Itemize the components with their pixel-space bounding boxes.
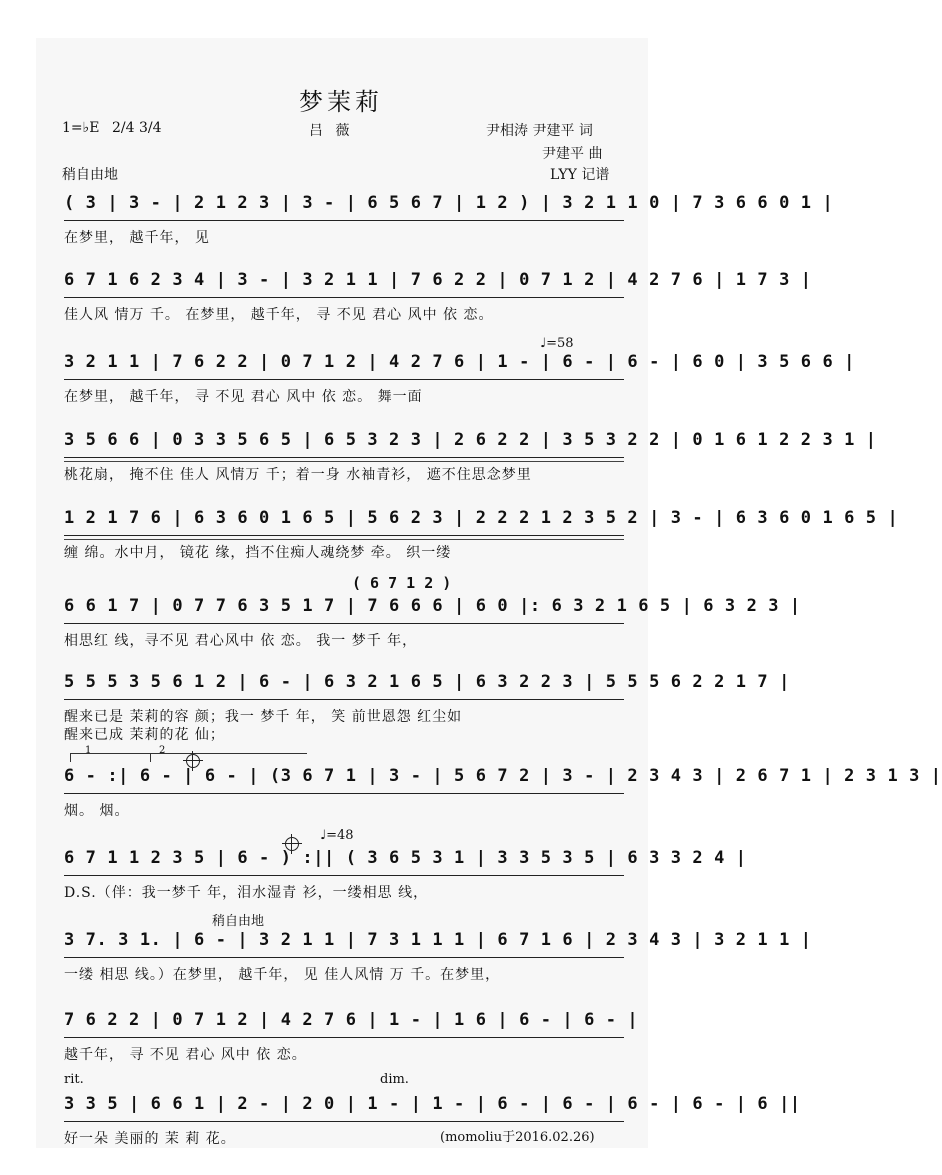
underline [64, 957, 624, 958]
underline [64, 457, 624, 458]
underline [64, 623, 624, 624]
lyrics: 烟。 烟。 [64, 803, 130, 819]
tempo-mark-48: ♩=48 [320, 828, 354, 843]
lyrics: D.S.（伴：我一梦千 年，泪水湿青 衫，一缕相思 线， [64, 885, 429, 901]
underline-double [64, 539, 624, 540]
lyrics-alt: 醒来已成 茉莉的花 仙； [64, 727, 225, 743]
notes: 3 2 1 1 | 7 6 2 2 | 0 7 1 2 | 4 2 7 6 | 1 - | 6 - | 6 - | 6 0 | 3 5 6 6 | [64, 352, 855, 372]
time-signature: 2/4 3/4 [112, 120, 162, 136]
notes: 3 3 5 | 6 6 1 | 2 - | 2 0 | 1 - | 1 - | 6 - | 6 - | 6 - | 6 - | 6 || [64, 1094, 801, 1114]
notes: 5 5 5 3 5 6 1 2 | 6 - | 6 3 2 1 6 5 | 6 3 2 2 3 | 5 5 5 6 2 2 1 7 | [64, 672, 790, 692]
volta-1: 1 [70, 753, 151, 762]
singer: 吕 薇 [309, 123, 354, 139]
lyrics: 在梦里， 越千年， 见 [64, 230, 210, 246]
lyricist: 尹相涛 尹建平 词 [486, 123, 593, 139]
notes: 3 7. 3 1. | 6 - | 3 2 1 1 | 7 3 1 1 1 | 6 7 1 6 | 2 3 4 3 | 3 2 1 1 | [64, 930, 812, 950]
underline [64, 699, 624, 700]
signature: (momoliu于2016.02.26) [440, 1130, 595, 1145]
tempo-mark-58: ♩=58 [540, 336, 574, 351]
rit-mark: rit. [64, 1072, 84, 1087]
lyrics: 好一朵 美丽的 茉 莉 花。 [64, 1131, 236, 1147]
notes: 6 7 1 6 2 3 4 | 3 - | 3 2 1 1 | 7 6 2 2 | 0 7 1 2 | 4 2 7 6 | 1 7 3 | [64, 270, 812, 290]
notes: 1 2 1 7 6 | 6 3 6 0 1 6 5 | 5 6 2 3 | 2 2 2 1 2 3 5 2 | 3 - | 6 3 6 0 1 6 5 | [64, 508, 899, 528]
lyrics: 缠 绵。水中月， 镜花 缘，挡不住痴人魂绕梦 牵。 织一缕 [64, 545, 452, 561]
underline [64, 535, 624, 536]
lyrics: 相思红 线，寻不见 君心风中 依 恋。 我一 梦千 年， [64, 633, 418, 649]
alternate-notes: ( 6 7 1 2 ) [352, 574, 452, 592]
song-title: 梦茉莉 [299, 88, 383, 116]
notes: 6 6 1 7 | 0 7 7 6 3 5 1 7 | 7 6 6 6 | 6 0 |: 6 3 2 1 6 5 | 6 3 2 3 | [64, 596, 801, 616]
tempo-note-2: 稍自由地 [212, 914, 265, 929]
tempo-note: 稍自由地 [62, 167, 118, 183]
lyrics: 在梦里， 越千年， 寻 不见 君心 风中 依 恋。 舞一面 [64, 389, 423, 405]
notes: 3 5 6 6 | 0 3 3 5 6 5 | 6 5 3 2 3 | 2 6 2 2 | 3 5 3 2 2 | 0 1 6 1 2 2 3 1 | [64, 430, 877, 450]
lyrics: 佳人风 情万 千。 在梦里， 越千年， 寻 不见 君心 风中 依 恋。 [64, 307, 494, 323]
lyrics: 越千年， 寻 不见 君心 风中 依 恋。 [64, 1047, 307, 1063]
lyrics: 一缕 相思 线。）在梦里， 越千年， 见 佳人风情 万 千。在梦里， [64, 967, 501, 983]
underline [64, 793, 624, 794]
underline [64, 297, 624, 298]
notes: 6 7 1 1 2 3 5 | 6 - ) :|| ( 3 6 5 3 1 | 3 3 5 3 5 | 6 3 3 2 4 | [64, 848, 747, 868]
notes: 6 - :| 6 - | 6 - | (3 6 7 1 | 3 - | 5 6 7 2 | 3 - | 2 3 4 3 | 2 6 7 1 | 2 3 1 3 | [64, 766, 942, 786]
underline [64, 1037, 624, 1038]
underline [64, 1121, 624, 1122]
composer: 尹建平 曲 [542, 146, 603, 162]
underline [64, 875, 624, 876]
volta-2: 2 [150, 753, 307, 762]
transcriber: LYY 记谱 [550, 167, 610, 183]
dim-mark: dim. [380, 1072, 409, 1087]
underline-double [64, 461, 624, 462]
underline [64, 379, 624, 380]
lyrics: 桃花扇， 掩不住 佳人 风情万 千；着一身 水袖青衫， 遮不住思念梦里 [64, 467, 532, 483]
notes: ( 3 | 3 - | 2 1 2 3 | 3 - | 6 5 6 7 | 1 2 ) | 3 2 1 1 0 | 7 3 6 6 0 1 | [64, 193, 834, 213]
key-signature: 1=♭E [62, 120, 100, 136]
lyrics: 醒来已是 茉莉的容 颜；我一 梦千 年， 笑 前世恩怨 红尘如 [64, 709, 463, 725]
notes: 7 6 2 2 | 0 7 1 2 | 4 2 7 6 | 1 - | 1 6 | 6 - | 6 - | [64, 1010, 639, 1030]
underline [64, 220, 624, 221]
